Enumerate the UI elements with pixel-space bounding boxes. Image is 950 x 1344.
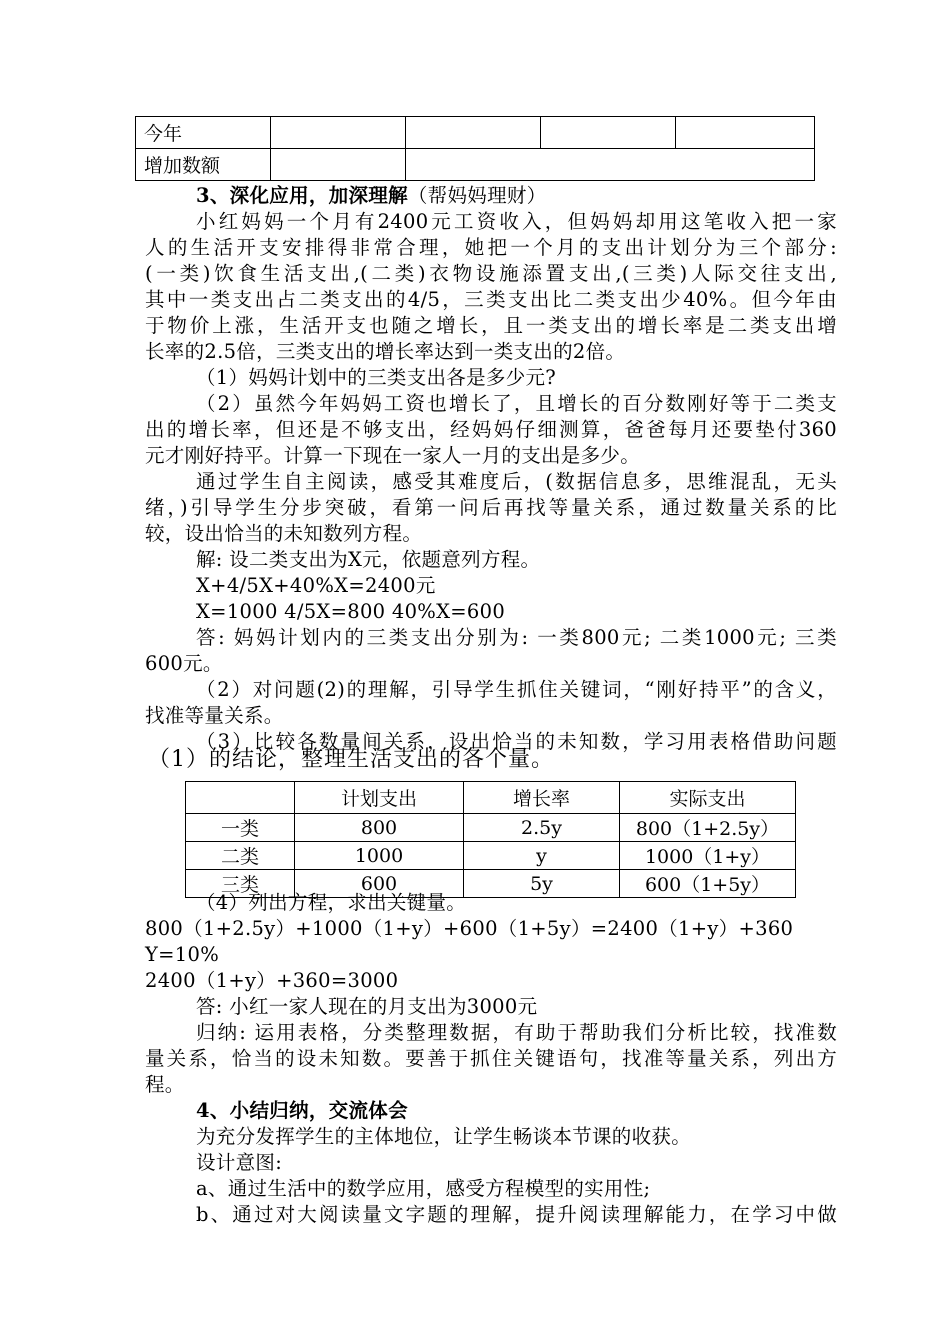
section3-heading: 3、深化应用，加深理解（帮妈妈理财） bbox=[196, 184, 547, 207]
table-cell bbox=[271, 117, 406, 149]
table-cell bbox=[406, 149, 815, 181]
paragraph-line: 答: 妈妈计划内的三类支出分别为: 一类800元; 二类1000元; 三类 bbox=[196, 626, 837, 649]
table-row bbox=[186, 842, 796, 870]
header-cell: 增长率 bbox=[464, 782, 620, 814]
paragraph-line: 出的增长率，但还是不够支出，经妈妈仔细测算，爸爸每月还要垫付360 bbox=[145, 418, 837, 441]
paragraph-line: 归纳: 运用表格，分类整理数据，有助于帮助我们分析比较，找准数 bbox=[196, 1021, 837, 1044]
table-cell: 5y bbox=[464, 870, 620, 898]
table-cell bbox=[541, 117, 676, 149]
paragraph-line: 较，设出恰当的未知数列方程。 bbox=[145, 522, 423, 545]
table-header-row bbox=[186, 782, 796, 814]
table-cell: 2.5y bbox=[464, 814, 620, 842]
paragraph-line: 答: 小红一家人现在的月支出为3000元 bbox=[196, 995, 538, 1018]
equation-line: 800（1+2.5y）+1000（1+y）+600（1+5y）=2400（1+y）+360 bbox=[145, 917, 794, 940]
table-cell: 1000 bbox=[295, 842, 464, 870]
equation-line: 2400（1+y）+360=3000 bbox=[145, 969, 399, 992]
paragraph-line: （3）比较各数量间关系，设出恰当的未知数，学习用表格借助问题 bbox=[196, 730, 837, 753]
paragraph-line: a、通过生活中的数学应用，感受方程模型的实用性; bbox=[196, 1177, 651, 1200]
paragraph-line: (一类)饮食生活支出,(二类)衣物设施添置支出,(三类)人际交往支出, bbox=[145, 262, 837, 285]
paragraph-line: b、通过对大阅读量文字题的理解，提升阅读理解能力，在学习中做 bbox=[196, 1203, 837, 1226]
top-table bbox=[135, 116, 815, 181]
table-cell: 800（1+2.5y） bbox=[620, 814, 796, 842]
paragraph-line: 为充分发挥学生的主体地位，让学生畅谈本节课的收获。 bbox=[196, 1125, 692, 1148]
table-cell: 二类 bbox=[186, 842, 295, 870]
paragraph-line: 设计意图: bbox=[196, 1151, 283, 1174]
paragraph-line: 找准等量关系。 bbox=[145, 704, 284, 727]
row-label: 增加数额 bbox=[136, 149, 271, 181]
header-cell bbox=[186, 782, 295, 814]
paragraph-line: （4）列出方程，求出关键量。 bbox=[196, 891, 467, 914]
paragraph-line: 量关系，恰当的设未知数。要善于抓住关键语句，找准等量关系，列出方 bbox=[145, 1047, 837, 1070]
table-cell: 600（1+5y） bbox=[620, 870, 796, 898]
row-label: 今年 bbox=[136, 117, 271, 149]
equation-line: X=1000 4/5X=800 40%X=600 bbox=[196, 600, 506, 623]
header-cell: 实际支出 bbox=[620, 782, 796, 814]
paragraph-line: 长率的2.5倍，三类支出的增长率达到一类支出的2倍。 bbox=[145, 340, 626, 363]
table-cell: 800 bbox=[295, 814, 464, 842]
table-cell: y bbox=[464, 842, 620, 870]
table-cell: 1000（1+y） bbox=[620, 842, 796, 870]
table-cell bbox=[406, 117, 541, 149]
equation-line: Y=10% bbox=[145, 943, 220, 966]
expense-table bbox=[185, 781, 796, 898]
paragraph-line: （2）虽然今年妈妈工资也增长了，且增长的百分数刚好等于二类支 bbox=[196, 392, 837, 415]
paragraph-line: 其中一类支出占二类支出的4/5，三类支出比二类支出少40%。但今年由 bbox=[145, 288, 837, 311]
table-row bbox=[136, 149, 815, 181]
equation-line: X+4/5X+40%X=2400元 bbox=[196, 574, 436, 597]
paragraph-line: 绪，)引导学生分步突破，看第一问后再找等量关系，通过数量关系的比 bbox=[145, 496, 837, 519]
paragraph-line: 通过学生自主阅读，感受其难度后，(数据信息多，思维混乱，无头 bbox=[196, 470, 837, 493]
table-row bbox=[136, 117, 815, 149]
table-cell: 600 bbox=[295, 870, 464, 898]
paragraph-line: 600元。 bbox=[145, 652, 223, 675]
table-cell: 三类 bbox=[186, 870, 295, 898]
table-cell: 一类 bbox=[186, 814, 295, 842]
paragraph-line: （2）对问题(2)的理解，引导学生抓住关键词，“刚好持平”的含义， bbox=[196, 678, 837, 701]
paragraph-line: 解: 设二类支出为X元，依题意列方程。 bbox=[196, 548, 541, 571]
paragraph-line: 元才刚好持平。计算一下现在一家人一月的支出是多少。 bbox=[145, 444, 641, 467]
paragraph-line: 小红妈妈一个月有2400元工资收入，但妈妈却用这笔收入把一家 bbox=[196, 210, 837, 233]
paragraph-line: 人的生活开支安排得非常合理，她把一个月的支出计划分为三个部分: bbox=[145, 236, 837, 259]
table-row bbox=[186, 814, 796, 842]
section4-heading: 4、小结归纳，交流体会 bbox=[196, 1099, 408, 1122]
paragraph-line: 程。 bbox=[145, 1073, 185, 1096]
paragraph-line: （1）妈妈计划中的三类支出各是多少元? bbox=[196, 366, 557, 389]
table-cell bbox=[676, 117, 815, 149]
paragraph-line: 于物价上涨，生活开支也随之增长，且一类支出的增长率是二类支出增 bbox=[145, 314, 837, 337]
paragraph-line: （1）的结论，整理生活支出的各个量。 bbox=[148, 747, 554, 772]
table-cell bbox=[271, 149, 406, 181]
header-cell: 计划支出 bbox=[295, 782, 464, 814]
